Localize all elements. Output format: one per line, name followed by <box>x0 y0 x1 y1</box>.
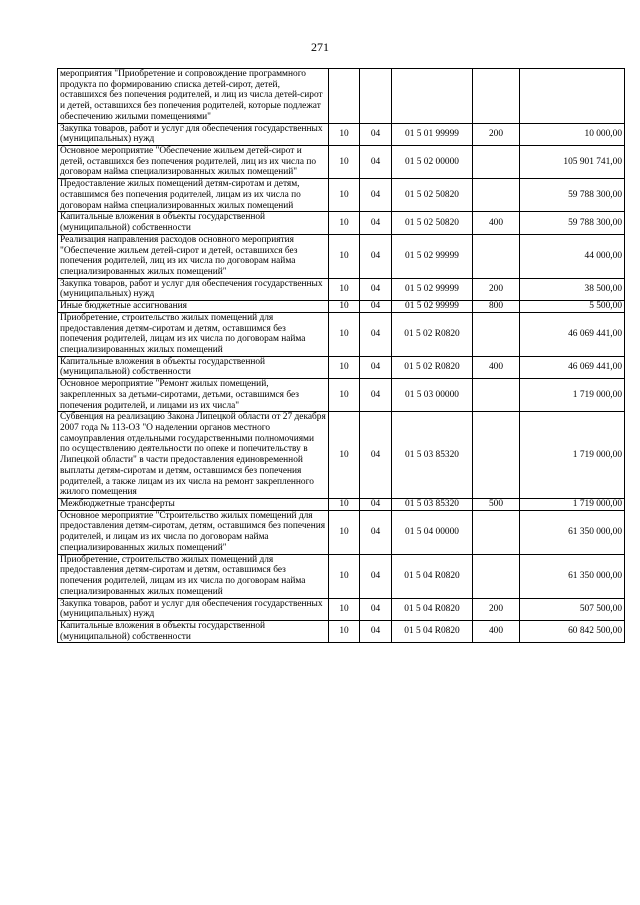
row-expense-type: 200 <box>473 278 520 300</box>
row-target-code <box>392 69 473 124</box>
row-target-code: 01 5 04 00000 <box>392 510 473 554</box>
budget-table <box>57 68 625 643</box>
row-amount: 44 000,00 <box>520 234 625 278</box>
row-section: 10 <box>329 510 360 554</box>
row-subsection: 04 <box>360 212 392 234</box>
row-name: Капитальные вложения в объекты государственной (муниципальной) собственности <box>58 212 329 234</box>
row-subsection: 04 <box>360 356 392 378</box>
table-row <box>58 234 625 278</box>
row-name: мероприятия "Приобретение и сопровождение программного продукта по формированию списка детей-сирот, детей, оставшихся без попечения родителей, и лиц из числа детей-сирот и детей, оставшихся без попечения родителей, которые подлежат обеспечению жилыми помещениями" <box>58 69 329 124</box>
row-section: 10 <box>329 379 360 412</box>
row-section: 10 <box>329 234 360 278</box>
row-name: Иные бюджетные ассигнования <box>58 301 329 313</box>
row-subsection: 04 <box>360 499 392 511</box>
row-name: Капитальные вложения в объекты государственной (муниципальной) собственности <box>58 620 329 642</box>
row-expense-type <box>473 510 520 554</box>
row-amount: 46 069 441,00 <box>520 356 625 378</box>
row-amount: 38 500,00 <box>520 278 625 300</box>
row-section: 10 <box>329 212 360 234</box>
row-expense-type: 400 <box>473 620 520 642</box>
row-subsection: 04 <box>360 146 392 179</box>
row-subsection: 04 <box>360 598 392 620</box>
row-expense-type <box>473 179 520 212</box>
table-row <box>58 499 625 511</box>
row-section: 10 <box>329 412 360 499</box>
table-row <box>58 123 625 145</box>
row-name: Предоставление жилых помещений детям-сиротам и детям, оставшимся без попечения родителей, лицам из их числа по договорам найма специализированных жилых помещений <box>58 179 329 212</box>
row-subsection: 04 <box>360 620 392 642</box>
row-amount: 507 500,00 <box>520 598 625 620</box>
row-amount: 1 719 000,00 <box>520 412 625 499</box>
row-name: Закупка товаров, работ и услуг для обеспечения государственных (муниципальных) нужд <box>58 123 329 145</box>
row-name: Основное мероприятие "Обеспечение жильем детей-сирот и детей, оставшихся без попечения родителей, лиц из их числа по договорам найма специализированных жилых помещений" <box>58 146 329 179</box>
row-subsection: 04 <box>360 412 392 499</box>
row-section: 10 <box>329 356 360 378</box>
row-target-code: 01 5 02 R0820 <box>392 312 473 356</box>
table-row <box>58 312 625 356</box>
row-section: 10 <box>329 146 360 179</box>
row-expense-type <box>473 379 520 412</box>
row-target-code: 01 5 03 85320 <box>392 412 473 499</box>
row-name: Закупка товаров, работ и услуг для обеспечения государственных (муниципальных) нужд <box>58 598 329 620</box>
row-target-code: 01 5 03 00000 <box>392 379 473 412</box>
row-subsection: 04 <box>360 379 392 412</box>
row-subsection: 04 <box>360 234 392 278</box>
row-amount: 46 069 441,00 <box>520 312 625 356</box>
row-target-code: 01 5 02 R0820 <box>392 356 473 378</box>
row-target-code: 01 5 02 00000 <box>392 146 473 179</box>
row-subsection: 04 <box>360 312 392 356</box>
row-name: Закупка товаров, работ и услуг для обеспечения государственных (муниципальных) нужд <box>58 278 329 300</box>
row-target-code: 01 5 02 50820 <box>392 179 473 212</box>
row-expense-type: 500 <box>473 499 520 511</box>
row-name: Приобретение, строительство жилых помещений для предоставления детям-сиротам и детям, оставшимся без попечения родителей, лицам из их числа по договорам найма специализированных жилых помещений <box>58 554 329 598</box>
row-section: 10 <box>329 499 360 511</box>
row-target-code: 01 5 02 50820 <box>392 212 473 234</box>
row-expense-type: 400 <box>473 212 520 234</box>
row-amount: 59 788 300,00 <box>520 179 625 212</box>
row-name: Реализация направления расходов основного мероприятия "Обеспечение жильем детей-сирот и детей, оставшихся без попечения родителей, лиц из их числа по договорам найма специализированных жилых помещений" <box>58 234 329 278</box>
row-amount: 59 788 300,00 <box>520 212 625 234</box>
table-row <box>58 278 625 300</box>
row-subsection: 04 <box>360 123 392 145</box>
table-row <box>58 510 625 554</box>
row-name: Основное мероприятие "Ремонт жилых помещений, закрепленных за детьми-сиротами, детьми, оставшимся без попечения родителей, и лицами из их числа" <box>58 379 329 412</box>
row-name: Капитальные вложения в объекты государственной (муниципальной) собственности <box>58 356 329 378</box>
row-expense-type <box>473 146 520 179</box>
row-section: 10 <box>329 312 360 356</box>
row-expense-type <box>473 312 520 356</box>
row-amount <box>520 69 625 124</box>
row-amount: 61 350 000,00 <box>520 554 625 598</box>
row-section: 10 <box>329 179 360 212</box>
table-row <box>58 379 625 412</box>
row-target-code: 01 5 04 R0820 <box>392 620 473 642</box>
row-target-code: 01 5 04 R0820 <box>392 598 473 620</box>
row-target-code: 01 5 02 99999 <box>392 234 473 278</box>
row-section: 10 <box>329 123 360 145</box>
table-row <box>58 212 625 234</box>
table-row <box>58 412 625 499</box>
row-amount: 1 719 000,00 <box>520 379 625 412</box>
row-subsection <box>360 69 392 124</box>
page-number: 271 <box>311 40 329 54</box>
budget-table-body <box>58 69 625 643</box>
row-subsection: 04 <box>360 179 392 212</box>
row-subsection: 04 <box>360 554 392 598</box>
table-row <box>58 620 625 642</box>
row-subsection: 04 <box>360 278 392 300</box>
table-row <box>58 598 625 620</box>
row-amount: 5 500,00 <box>520 301 625 313</box>
row-expense-type: 400 <box>473 356 520 378</box>
row-expense-type <box>473 554 520 598</box>
row-expense-type: 200 <box>473 598 520 620</box>
row-section: 10 <box>329 620 360 642</box>
row-amount: 60 842 500,00 <box>520 620 625 642</box>
row-amount: 10 000,00 <box>520 123 625 145</box>
row-amount: 105 901 741,00 <box>520 146 625 179</box>
row-target-code: 01 5 04 R0820 <box>392 554 473 598</box>
row-section: 10 <box>329 554 360 598</box>
row-amount: 1 719 000,00 <box>520 499 625 511</box>
table-row <box>58 356 625 378</box>
row-section <box>329 69 360 124</box>
row-target-code: 01 5 02 99999 <box>392 301 473 313</box>
row-target-code: 01 5 02 99999 <box>392 278 473 300</box>
table-row <box>58 554 625 598</box>
row-expense-type: 800 <box>473 301 520 313</box>
table-row <box>58 146 625 179</box>
table-row <box>58 69 625 124</box>
row-expense-type <box>473 412 520 499</box>
row-expense-type <box>473 234 520 278</box>
row-name: Основное мероприятие "Строительство жилых помещений для предоставления детям-сиротам, детям, оставшимся без попечения родителей, и лицам из их числа по договорам найма специализированных жилых помещений" <box>58 510 329 554</box>
row-target-code: 01 5 03 85320 <box>392 499 473 511</box>
row-expense-type: 200 <box>473 123 520 145</box>
row-name: Субвенция на реализацию Закона Липецкой области от 27 декабря 2007 года № 113-ОЗ "О наделении органов местного самоуправления отдельными государственными полномочиями по осуществлению деятельности по опеке и попечительству в Липецкой области" в части предоставления единовременной выплаты детям-сиротам и детям, оставшимся без попечения родителей, а также лицам из их числа на ремонт закрепленного жилого помещения <box>58 412 329 499</box>
row-section: 10 <box>329 278 360 300</box>
row-subsection: 04 <box>360 510 392 554</box>
row-expense-type <box>473 69 520 124</box>
row-section: 10 <box>329 598 360 620</box>
row-name: Приобретение, строительство жилых помещений для предоставления детям-сиротам и детям, оставшимся без попечения родителей, лицам из их числа по договорам найма специализированных жилых помещений <box>58 312 329 356</box>
row-amount: 61 350 000,00 <box>520 510 625 554</box>
row-name: Межбюджетные трансферты <box>58 499 329 511</box>
table-row <box>58 179 625 212</box>
row-subsection: 04 <box>360 301 392 313</box>
table-row <box>58 301 625 313</box>
row-target-code: 01 5 01 99999 <box>392 123 473 145</box>
row-section: 10 <box>329 301 360 313</box>
